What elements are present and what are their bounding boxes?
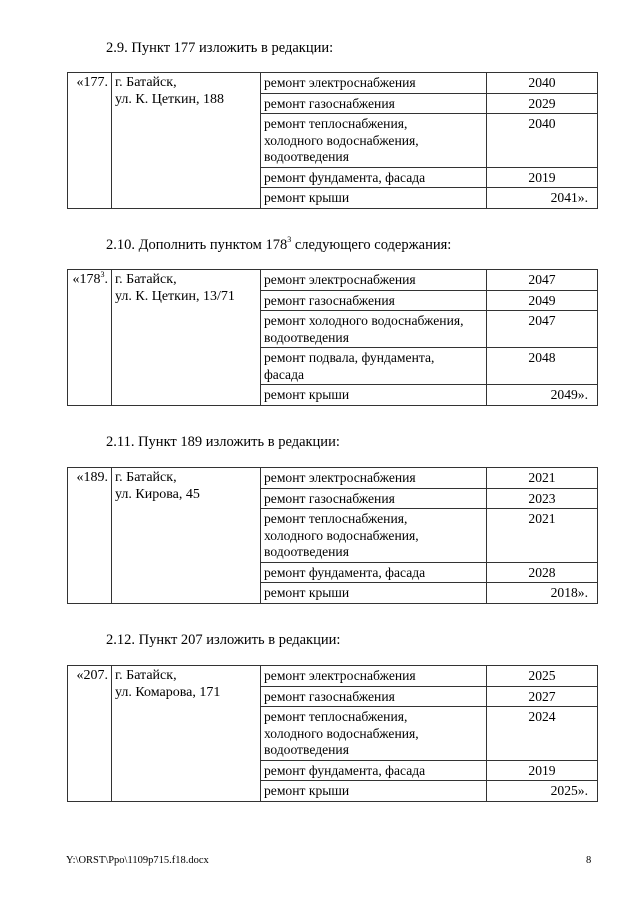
address-city: г. Батайск, (115, 272, 177, 287)
table-row (68, 666, 598, 687)
heading-text: следующего содержания: (291, 237, 452, 253)
work-year: 2018». (487, 583, 598, 604)
work-year: 2027 (487, 686, 598, 707)
work-type: ремонт фундамента, фасада (261, 760, 487, 781)
item-number: «207. (68, 666, 112, 802)
section-heading-2-12: 2.12. Пункт 207 изложить в редакции: (106, 632, 341, 648)
work-type: ремонт электроснабжения (261, 666, 487, 687)
work-type: ремонт газоснабжения (261, 290, 487, 311)
section-heading-2-11: 2.11. Пункт 189 изложить в редакции: (106, 434, 340, 450)
work-type: ремонт газоснабжения (261, 93, 487, 114)
work-type: ремонт фундамента, фасада (261, 167, 487, 188)
work-year: 2028 (487, 562, 598, 583)
item-address (112, 468, 261, 604)
work-year: 2023 (487, 488, 598, 509)
item-number: «177. (68, 73, 112, 209)
item-number: «189. (68, 468, 112, 604)
work-year: 2021 (487, 468, 598, 489)
work-type: ремонт крыши (261, 385, 487, 406)
work-year: 2025 (487, 666, 598, 687)
table-item-207 (67, 665, 598, 802)
work-year: 2024 (487, 707, 598, 761)
address-city: г. Батайск, (115, 75, 177, 90)
address-street: ул. К. Цеткин, 188 (115, 91, 224, 107)
item-number-suffix: . (104, 272, 108, 287)
section-heading-2-10 (106, 236, 451, 254)
address-street: ул. Кирова, 45 (115, 486, 200, 502)
work-year: 2040 (487, 114, 598, 168)
item-number (68, 270, 112, 406)
work-year: 2021 (487, 509, 598, 563)
work-type: ремонт подвала, фундамента, фасада (261, 348, 487, 385)
work-type: ремонт электроснабжения (261, 468, 487, 489)
work-type: ремонт фундамента, фасада (261, 562, 487, 583)
table-item-178-3 (67, 269, 598, 406)
work-year: 2025». (487, 781, 598, 802)
item-address (112, 73, 261, 209)
item-address (112, 666, 261, 802)
page-number: 8 (586, 855, 592, 866)
work-type: ремонт теплоснабжения, холодного водоснабжения, водоотведения (261, 707, 487, 761)
work-year: 2041». (487, 188, 598, 209)
work-year: 2047 (487, 270, 598, 291)
table-row (68, 73, 598, 94)
table-row (68, 468, 598, 489)
work-type: ремонт крыши (261, 583, 487, 604)
table-row (68, 270, 598, 291)
item-number-text: «178 (72, 272, 101, 287)
work-year: 2019 (487, 167, 598, 188)
address-street: ул. Комарова, 171 (115, 684, 221, 700)
address-city: г. Батайск, (115, 668, 177, 683)
work-type: ремонт газоснабжения (261, 686, 487, 707)
item-number-superscript: 3 (100, 270, 105, 279)
table-item-189 (67, 467, 598, 604)
work-type: ремонт крыши (261, 188, 487, 209)
work-type: ремонт электроснабжения (261, 73, 487, 94)
item-address (112, 270, 261, 406)
work-type: ремонт электроснабжения (261, 270, 487, 291)
work-year: 2049 (487, 290, 598, 311)
work-year: 2049». (487, 385, 598, 406)
heading-text: 2.10. Дополнить пунктом 178 (106, 237, 288, 253)
work-year: 2019 (487, 760, 598, 781)
work-type: ремонт теплоснабжения, холодного водоснабжения, водоотведения (261, 509, 487, 563)
work-year: 2029 (487, 93, 598, 114)
address-street: ул. К. Цеткин, 13/71 (115, 288, 235, 304)
heading-superscript: 3 (287, 235, 292, 244)
table-item-177 (67, 72, 598, 209)
work-year: 2047 (487, 311, 598, 348)
work-year: 2040 (487, 73, 598, 94)
work-type: ремонт крыши (261, 781, 487, 802)
footer-file-path: Y:\ORST\Ppo\1109p715.f18.docx (66, 855, 209, 866)
work-type: ремонт холодного водоснабжения, водоотведения (261, 311, 487, 348)
section-heading-2-9: 2.9. Пункт 177 изложить в редакции: (106, 40, 334, 56)
work-type: ремонт газоснабжения (261, 488, 487, 509)
address-city: г. Батайск, (115, 470, 177, 485)
work-type: ремонт теплоснабжения, холодного водоснабжения, водоотведения (261, 114, 487, 168)
work-year: 2048 (487, 348, 598, 385)
